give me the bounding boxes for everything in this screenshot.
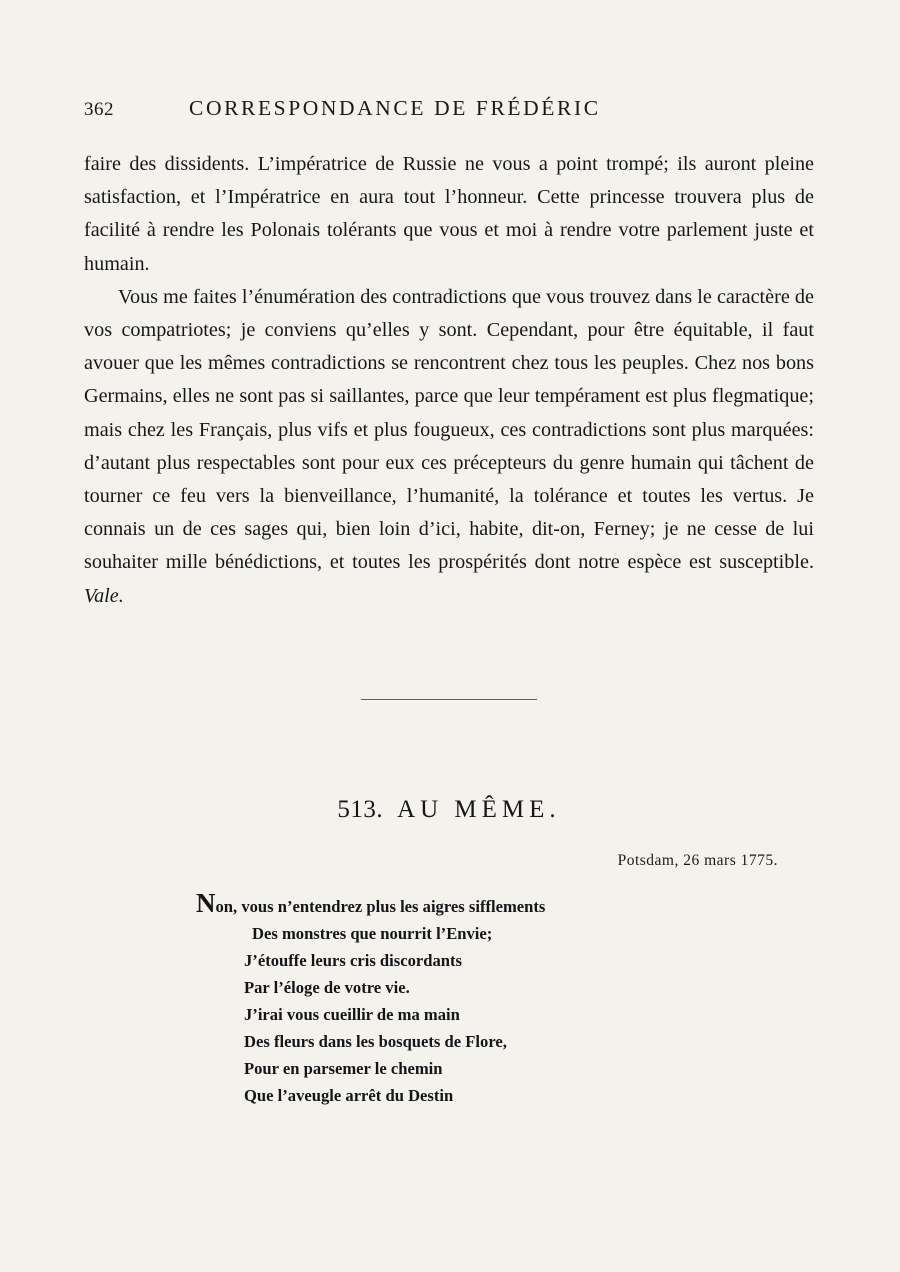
letter-number: 513. [337, 795, 384, 823]
verse-line-3: J’étouffe leurs cris discordants [244, 950, 462, 970]
drop-cap: N [196, 887, 216, 918]
verse-line-5: J’irai vous cueillir de ma main [244, 1004, 460, 1024]
verse-line-1-text: on, vous n’entendrez plus les aigres sifflements [215, 896, 546, 916]
verse-line-4: Par l’éloge de votre vie. [244, 977, 410, 997]
letter-title: AU MÊME. [397, 795, 561, 823]
closing-word: Vale. [84, 584, 124, 607]
paragraph-2 [84, 281, 814, 613]
verse-line-8: Que l’aveugle arrêt du Destin [244, 1085, 454, 1105]
page-number: 362 [84, 99, 114, 120]
running-head [84, 96, 814, 126]
body-text [84, 148, 814, 613]
page-content [84, 0, 814, 1109]
verse-line-7: Pour en parsemer le chemin [244, 1058, 443, 1078]
paragraph-1: faire des dissidents. L’impératrice de Russie ne vous a point trompé; ils auront pleine satisfaction, et l’Impératrice en aura tout l’honneur. Cette princesse trouvera plus de facilité à rendre les Polonais tolérants que vous et moi à rendre votre parlement juste et humain. [84, 153, 814, 275]
verse-line-1 [84, 887, 814, 920]
dateline: Potsdam, 26 mars 1775. [617, 851, 778, 869]
running-title: CORRESPONDANCE DE FRÉDÉRIC [189, 96, 601, 120]
section-divider [84, 699, 814, 700]
letter-heading [84, 796, 814, 824]
horizontal-rule [361, 699, 537, 700]
verse-line-6: Des fleurs dans les bosquets de Flore, [244, 1031, 507, 1051]
verse-block [84, 887, 814, 1109]
paragraph-2-text: Vous me faites l’énumération des contradictions que vous trouvez dans le caractère de vos compatriotes; je conviens qu’elles y sont. Cependant, pour être équitable, il faut avouer que les mêmes contradictions se rencontrent chez tous les peuples. Chez nos bons Germains, elles ne sont pas si saillantes, parce que leur tempérament est plus flegmatique; mais chez les Français, plus vifs et plus fougueux, ces contradictions sont plus marquées: d’autant plus respectables sont pour eux ces précepteurs du genre humain qui tâchent de tourner ce feu vers la bienveillance, l’humanité, la tolérance et toutes les vertus. Je connais un de ces sages qui, bien loin d’ici, habite, dit-on, Ferney; je ne cesse de lui souhaiter mille bénédictions, et toutes les prospérités dont notre espèce est susceptible. [84, 285, 814, 574]
verse-line-2: Des monstres que nourrit l’Envie; [252, 923, 493, 943]
